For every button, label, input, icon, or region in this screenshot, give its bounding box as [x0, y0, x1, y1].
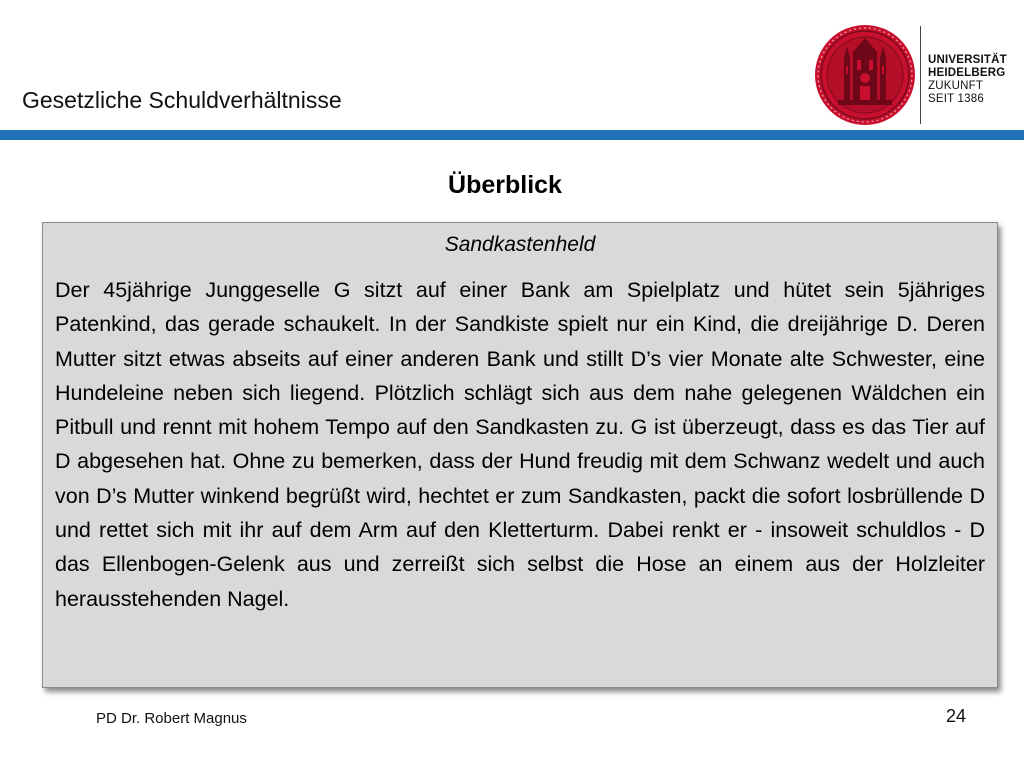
page-number: 24 — [945, 706, 966, 726]
logo-text — [928, 54, 1014, 106]
case-heading: Sandkastenheld — [444, 233, 596, 256]
university-logo — [814, 24, 1014, 126]
footer-author: PD Dr. Robert Magnus — [96, 710, 247, 727]
case-text: Der 45jährige Junggeselle G sitzt auf einer Bank am Spielplatz und hütet sein 5jähriges Patenkind, das gerade schaukelt. In der Sandkiste spielt nur ein Kind, die dreijährige D. Deren Mutter sitzt etwas abseits auf einer anderen Bank und stillt D’s vier Monate alte Schwester, eine Hundeleine neben sich liegend. Plötzlich schlägt sich aus dem nahe gelegenen Wäldchen ein Pitbull und rennt mit hohem Tempo auf den Sandkasten zu. G ist überzeugt, dass es das Tier auf D abgesehen hat. Ohne zu bemerken, dass der Hund freudig mit dem Schwanz wedelt und auch von D’s Mutter winkend begrüßt wird, hechtet er zum Sandkasten, packt die sofort losbrüllende D und rettet sich mit ihr auf dem Arm auf den Kletterturm. Dabei renkt er - insoweit schuldlos - D das Ellenbogen-Gelenk aus und zerreißt sich selbst die Hose an einem aus der Holzleiter herausstehenden Nagel. — [55, 278, 985, 611]
header-rule — [0, 130, 1024, 140]
logo-tagline-1: ZUKUNFT — [928, 80, 984, 92]
logo-divider — [920, 26, 921, 124]
logo-university-name: UNIVERSITÄT — [928, 54, 1007, 66]
header-title: Gesetzliche Schuldverhältnisse — [22, 87, 342, 113]
logo-tagline-2: SEIT 1386 — [928, 93, 984, 105]
slide-title: Überblick — [448, 171, 562, 199]
university-seal-icon — [814, 24, 916, 126]
case-box — [42, 222, 998, 688]
logo-city-name: HEIDELBERG — [928, 67, 1006, 79]
